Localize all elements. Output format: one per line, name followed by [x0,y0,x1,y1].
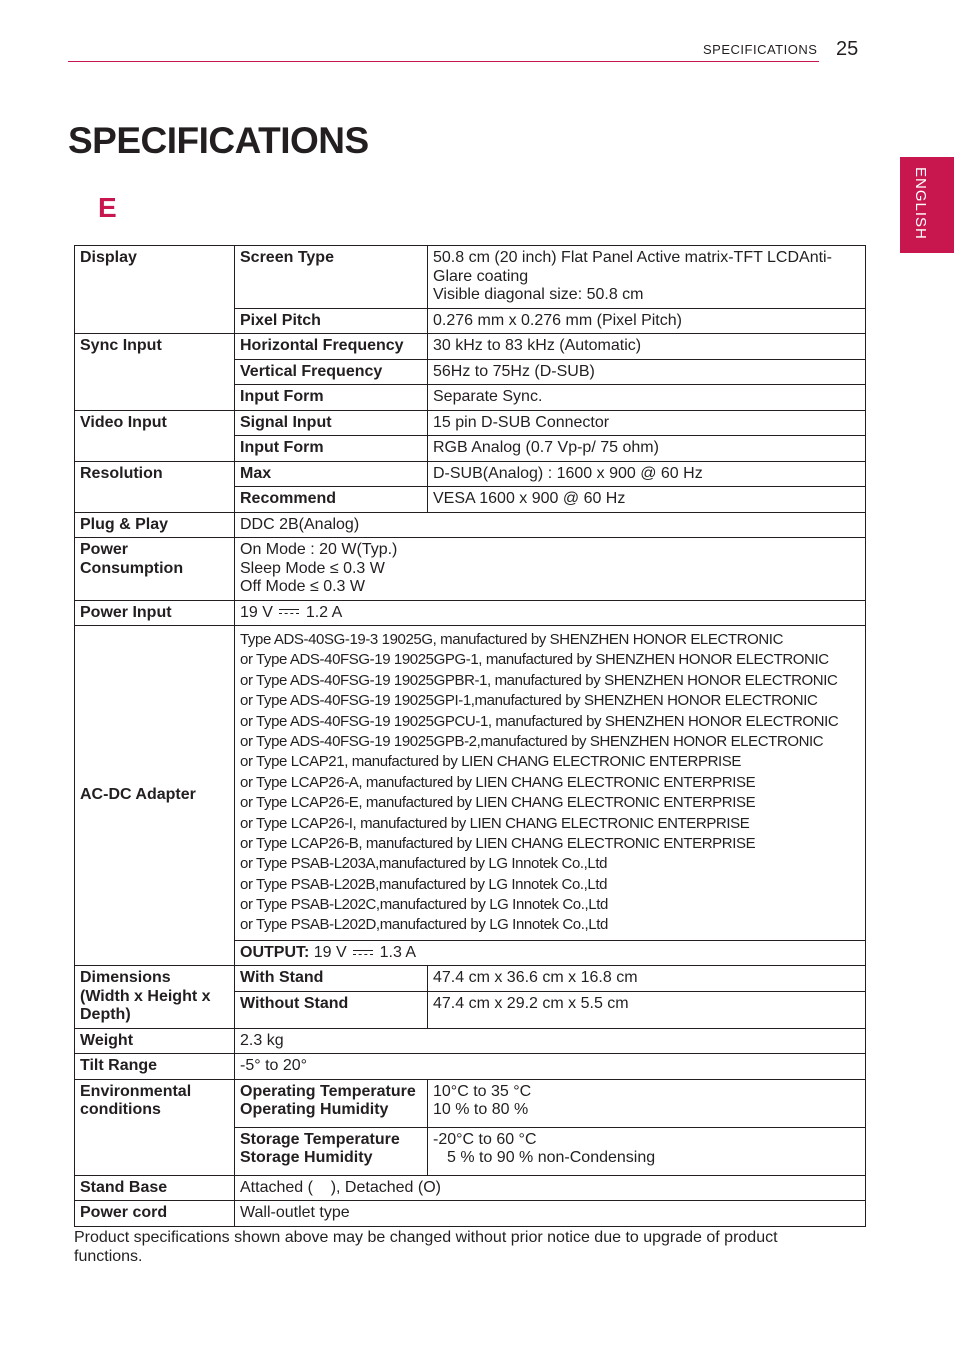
resolution-label: Resolution [75,461,235,512]
table-row [75,538,866,601]
table-row [75,1175,866,1201]
operating-temperature-value: 10°C to 35 °C [433,1082,532,1100]
table-row [75,410,866,436]
environmental-label-line: conditions [80,1101,161,1119]
storage-conditions-value [428,1127,866,1175]
adapter-output-volts: 19 V [313,943,347,961]
resolution-max-label: Max [235,461,428,487]
adapter-type-line: or Type LCAP26-B, manufactured by LIEN CHANG ELECTRONIC ENTERPRISE [240,834,756,852]
adapter-type-line: or Type LCAP21, manufactured by LIEN CHANG ELECTRONIC ENTERPRISE [240,753,741,771]
vertical-frequency-value: 56Hz to 75Hz (D-SUB) [428,359,866,385]
operating-humidity-value: 10 % to 80 % [433,1101,529,1119]
screen-type-value [428,246,866,309]
screen-type-label: Screen Type [235,246,428,309]
video-input-label: Video Input [75,410,235,461]
storage-humidity-label: Storage Humidity [240,1149,373,1167]
operating-conditions-value [428,1079,866,1127]
operating-humidity-label: Operating Humidity [240,1101,389,1119]
weight-value: 2.3 kg [235,1028,866,1054]
power-cord-label: Power cord [75,1201,235,1227]
page-number: 25 [836,38,859,60]
display-label: Display [75,246,235,334]
storage-temperature-value: -20°C to 60 °C [433,1130,537,1148]
table-row [75,1054,866,1080]
adapter-type-line: or Type LCAP26-I, manufactured by LIEN CHANG ELECTRONIC ENTERPRISE [240,814,750,832]
operating-conditions-label [235,1079,428,1127]
table-row [75,1028,866,1054]
resolution-recommend-value: VESA 1600 x 900 @ 60 Hz [428,487,866,513]
dimensions-label-line: (Width x Height x [80,987,211,1005]
adapter-type-line: or Type ADS-40FSG-19 19025GPG-1, manufactured by SHENZHEN HONOR ELECTRONIC [240,651,829,669]
screen-type-line: Glare coating [433,267,529,285]
horizontal-frequency-value: 30 kHz to 83 kHz (Automatic) [428,334,866,360]
adapter-output [235,940,866,966]
stand-base-value: Attached ( ), Detached (O) [235,1175,866,1201]
power-consumption-value [235,538,866,601]
table-row [75,246,866,309]
tilt-range-value: -5° to 20° [235,1054,866,1080]
power-consumption-label [75,538,235,601]
video-input-form-value: RGB Analog (0.7 Vp-p/ 75 ohm) [428,436,866,462]
plug-play-value: DDC 2B(Analog) [235,512,866,538]
resolution-recommend-label: Recommend [235,487,428,513]
header-section-label: SPECIFICATIONS [703,42,818,57]
signal-input-value: 15 pin D-SUB Connector [428,410,866,436]
adapter-type-line: or Type ADS-40FSG-19 19025GPI-1,manufactured by SHENZHEN HONOR ELECTRONIC [240,692,818,710]
sync-input-form-value: Separate Sync. [428,385,866,411]
weight-label: Weight [75,1028,235,1054]
spec-table [74,245,866,1227]
adapter-type-line: or Type ADS-40FSG-19 19025GPB-2,manufactured by SHENZHEN HONOR ELECTRONIC [240,732,824,750]
model-name: E [98,192,117,223]
header-rule [68,61,819,62]
table-row [75,600,866,626]
screen-type-line: 50.8 cm (20 inch) Flat Panel Active matrix-TFT LCDAnti- [433,249,832,266]
power-consumption-line: Off Mode ≤ 0.3 W [240,578,365,595]
vertical-frequency-label: Vertical Frequency [235,359,428,385]
power-input-value [235,600,866,626]
dc-symbol-icon [353,949,373,957]
screen-type-line: Visible diagonal size: 50.8 cm [433,286,644,303]
without-stand-value: 47.4 cm x 29.2 cm x 5.5 cm [428,991,866,1028]
adapter-type-line: or Type PSAB-L202C,manufactured by LG Innotek Co.,Ltd [240,896,608,914]
storage-conditions-label [235,1127,428,1175]
adapter-type-line: Type ADS-40SG-19-3 19025G, manufactured by SHENZHEN HONOR ELECTRONIC [240,631,784,648]
footnote: Product specifications shown above may be changed without prior notice due to upgrade of product functions. [74,1229,778,1265]
pixel-pitch-value: 0.276 mm x 0.276 mm (Pixel Pitch) [428,308,866,334]
dc-symbol-icon [279,608,299,616]
sync-input-form-label: Input Form [235,385,428,411]
adapter-type-line: or Type ADS-40FSG-19 19025GPCU-1, manufactured by SHENZHEN HONOR ELECTRONIC [240,712,839,730]
adapter-type-line: or Type ADS-40FSG-19 19025GPBR-1, manufactured by SHENZHEN HONOR ELECTRONIC [240,671,838,689]
with-stand-value: 47.4 cm x 36.6 cm x 16.8 cm [428,966,866,992]
storage-temperature-label: Storage Temperature [240,1130,400,1148]
adapter-type-line: or Type PSAB-L203A,manufactured by LG Innotek Co.,Ltd [240,855,608,873]
ac-dc-adapter-label: AC-DC Adapter [75,626,235,966]
table-row [75,626,866,941]
adapter-type-line: or Type LCAP26-A, manufactured by LIEN CHANG ELECTRONIC ENTERPRISE [240,773,756,791]
signal-input-label: Signal Input [235,410,428,436]
power-input-label: Power Input [75,600,235,626]
storage-humidity-value: 5 % to 90 % non-Condensing [447,1149,656,1167]
power-consumption-label-line: Power [80,541,129,558]
language-tab [900,157,954,253]
plug-play-label: Plug & Play [75,512,235,538]
video-input-form-label: Input Form [235,436,428,462]
adapter-output-label: OUTPUT: [240,943,310,961]
adapter-type-line: or Type PSAB-L202B,manufactured by LG Innotek Co.,Ltd [240,875,608,893]
ac-dc-adapter-types [235,626,866,941]
environmental-label [75,1079,235,1175]
power-consumption-line: Sleep Mode ≤ 0.3 W [240,559,385,577]
dimensions-label [75,966,235,1029]
without-stand-label: Without Stand [235,991,428,1028]
power-consumption-line: On Mode : 20 W(Typ.) [240,541,398,558]
page-title: SPECIFICATIONS [68,120,369,161]
table-row [75,1201,866,1227]
dimensions-label-line: Dimensions [80,969,171,987]
table-row [75,334,866,360]
sync-input-label: Sync Input [75,334,235,411]
table-row [75,512,866,538]
table-row [75,461,866,487]
language-tab-label: ENGLISH [912,167,929,240]
resolution-max-value: D-SUB(Analog) : 1600 x 900 @ 60 Hz [428,461,866,487]
power-input-amps: 1.2 A [305,603,343,621]
tilt-range-label: Tilt Range [75,1054,235,1080]
power-consumption-label-line: Consumption [80,559,184,577]
with-stand-label: With Stand [235,966,428,992]
dimensions-label-line: Depth) [80,1006,131,1024]
adapter-type-line: or Type LCAP26-E, manufactured by LIEN CHANG ELECTRONIC ENTERPRISE [240,794,756,812]
table-row [75,966,866,992]
operating-temperature-label: Operating Temperature [240,1082,416,1100]
environmental-label-line: Environmental [80,1082,192,1100]
power-cord-value: Wall-outlet type [235,1201,866,1227]
power-input-volts: 19 V [240,603,273,621]
pixel-pitch-label: Pixel Pitch [235,308,428,334]
table-row [75,1079,866,1127]
adapter-output-amps: 1.3 A [379,943,417,961]
adapter-type-line: or Type PSAB-L202D,manufactured by LG Innotek Co.,Ltd [240,916,608,934]
horizontal-frequency-label: Horizontal Frequency [235,334,428,360]
stand-base-label: Stand Base [75,1175,235,1201]
